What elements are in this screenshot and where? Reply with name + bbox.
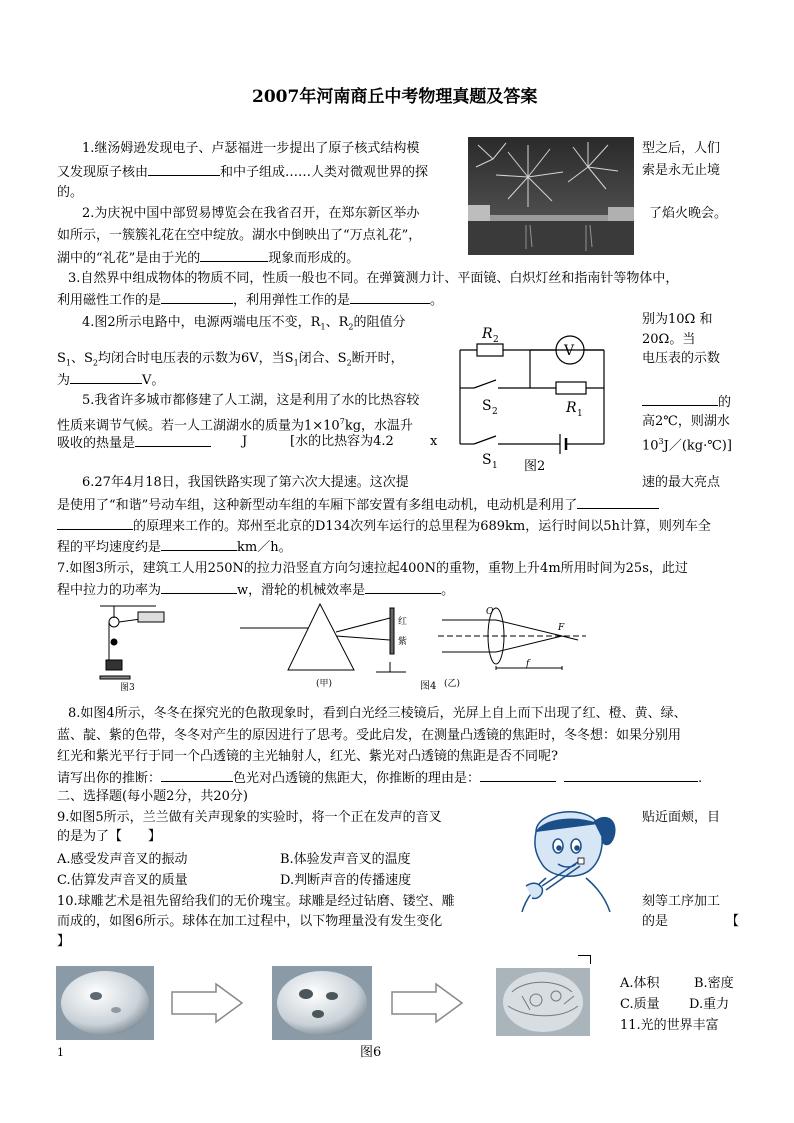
red-label: 红 xyxy=(398,617,408,627)
f-length-label: f xyxy=(526,659,530,669)
page-number: 1 xyxy=(57,1046,64,1059)
o-label: O xyxy=(486,607,494,617)
q2-line1: 2.为庆祝中国中部贸易博览会在我省召开，在郑东新区举办 xyxy=(82,206,420,221)
fig4-caption: 图4 xyxy=(420,681,437,692)
q2-line2: 如所示，一簇簇礼花在空中绽放。湖水中倒映出了“万点礼花”， xyxy=(57,228,422,243)
voltmeter-label: V xyxy=(564,343,575,359)
q6-line2: 是使用了“和谐”号动车组，这种新型动车组的车厢下部安置有多组电动机，电动机是利用了 xyxy=(57,495,659,515)
q1-blank[interactable] xyxy=(148,162,220,176)
q5-unit-j: J xyxy=(242,434,248,449)
q5-line1-end: 的 xyxy=(642,392,731,412)
svg-text:2: 2 xyxy=(492,407,498,417)
fireworks-photo xyxy=(468,137,634,255)
q9-option-a[interactable]: A.感受发声音叉的振动 xyxy=(57,852,188,867)
fig2-caption: 图2 xyxy=(524,459,546,474)
q5-line2: 性质来调节气候。若一人工湖湖水的质量为$1\times 10^7kg$，水温升 xyxy=(57,417,414,434)
q6-blank1[interactable] xyxy=(577,495,659,509)
svg-text:1: 1 xyxy=(577,409,583,419)
q6-blank3[interactable] xyxy=(161,537,237,551)
q7-line2: 程中拉力的功率为 w，滑轮的机械效率是 。 xyxy=(57,580,454,600)
q10-line2-end: 的是 xyxy=(642,914,669,929)
purple-label: 紫 xyxy=(398,637,408,647)
q6-line3: 的原理来工作的。郑州至北京的D134次列车运行的总里程为689km，运行时间以5h计算，则列车全 xyxy=(57,516,711,536)
svg-text:1: 1 xyxy=(492,461,498,471)
q8-blank1[interactable] xyxy=(161,768,233,782)
figure-4b-lens xyxy=(438,600,586,694)
fig4a-caption: (甲) xyxy=(316,679,333,689)
q10-bracket-close: 】 xyxy=(57,934,71,949)
q2-blank[interactable] xyxy=(200,248,268,262)
f-point-label: F xyxy=(558,623,565,633)
q8-line2: 蓝、靛、紫的色带，冬冬对产生的原因进行了思考。受此启发，在测量凸透镜的焦距时，冬冬想：如果分别用 xyxy=(57,728,682,743)
q10-line1: 10.球雕艺术是祖先留给我们的无价瑰宝。球雕是经过钻磨、镂空、雕 xyxy=(57,894,455,909)
q9-line1-end: 贴近面颊，目 xyxy=(642,810,721,825)
q1-line1-end: 型之后，人们 xyxy=(642,141,721,156)
q8-line4: 请写出你的推断： 色光对凸透镜的焦距大，你推断的理由是： . xyxy=(57,768,702,788)
q9-line1: 9.如图5所示，兰兰做有关声现象的实验时，将一个正在发声的音叉 xyxy=(57,810,442,825)
q10-line1-end: 刻等工序加工 xyxy=(642,894,721,909)
q4-line1-end: 别为10Ω 和 xyxy=(642,312,713,327)
q3-blank1[interactable] xyxy=(161,290,233,304)
q9-line2: 的是为了【 】 xyxy=(57,829,162,844)
q10-option-a[interactable]: A.体积 xyxy=(620,976,660,991)
q10-line2: 而成的，如图6所示。球体在加工过程中，以下物理量没有发生变化 xyxy=(57,914,443,929)
q8-blank3[interactable] xyxy=(564,768,698,782)
q9-option-b[interactable]: B.体验发声音叉的温度 xyxy=(280,852,411,867)
q5-heat-capacity: [水的比热容为4.2 xyxy=(290,434,394,449)
q11-start: 11.光的世界丰富 xyxy=(620,1018,719,1033)
q4-line1: 4.图2所示电路中，电源两端电压不变，$R_1$、$R_2$的阻值分 xyxy=(82,315,406,332)
q4-line2-end: 20Ω。当 xyxy=(642,332,696,347)
r2-label: R xyxy=(482,326,493,342)
q10-option-b[interactable]: B.密度 xyxy=(694,976,734,991)
q5-times: x xyxy=(430,434,438,449)
figure-2-circuit xyxy=(452,318,612,478)
figure-3-pulley xyxy=(96,602,176,694)
q10-bracket-open: 【 xyxy=(726,914,740,929)
q10-option-d[interactable]: D.重力 xyxy=(689,997,730,1012)
q10-option-c[interactable]: C.质量 xyxy=(620,997,660,1012)
q6-line4: 程的平均速度约是 km／h。 xyxy=(57,537,292,557)
q8-line1: 8.如图4所示，冬冬在探究光的色散现象时，看到白光经三棱镜后，光屏上自上而下出现了红、橙、黄、绿、 xyxy=(68,706,687,721)
q8-blank2[interactable] xyxy=(480,768,556,782)
q5-line3-end: $10^3J/(kg\cdot℃)$] xyxy=(642,437,732,454)
q7-blank1[interactable] xyxy=(161,580,237,594)
svg-text:2: 2 xyxy=(493,335,499,345)
q6-line1: 6.27年4月18日，我国铁路实现了第六次大提速。这次提 xyxy=(82,475,409,490)
q8-line3: 红光和紫光平行于同一个凸透镜的主光轴射人，红光、紫光对凸透镜的焦距是否不同呢? xyxy=(57,749,558,764)
q5-blank2[interactable] xyxy=(135,433,211,447)
q7-blank2[interactable] xyxy=(365,580,441,594)
q6-line1-end: 速的最大亮点 xyxy=(642,475,721,490)
q4-line3-end: 电压表的示数 xyxy=(642,351,721,366)
q3-line1: 3.自然界中组成物体的物质不同，性质一般也不同。在弹簧测力计、平面镜、白炽灯丝和指南针等物体中， xyxy=(68,271,679,286)
q5-line3: 吸收的热量是 xyxy=(57,433,211,453)
r1-label: R xyxy=(566,400,577,416)
q1-line2-end: 索是永无止境 xyxy=(642,163,721,178)
fig6-caption: 图6 xyxy=(360,1045,382,1060)
q9-option-c[interactable]: C.估算发声音叉的质量 xyxy=(57,873,188,888)
corner-mark xyxy=(578,955,591,964)
q1-line2: 又发现原子核由 和中子组成……人类对微观世界的探 xyxy=(57,162,428,182)
q4-line3: $S_1$、$S_2$均闭合时电压表的示数为6V，当$S_1$闭合、$S_2$断开时， xyxy=(57,351,404,368)
q5-line1: 5.我省许多城市都修建了人工湖，这是利用了水的比热容较 xyxy=(82,393,420,408)
q5-blank1[interactable] xyxy=(642,392,718,406)
q1-line3: 的。 xyxy=(57,185,84,200)
fig4b-caption: (乙) xyxy=(444,679,461,689)
q2-line3: 湖中的“礼花”是由于光的 现象而形成的。 xyxy=(57,248,359,268)
q1-line1: 1.继汤姆逊发现电子、卢瑟福进一步提出了原子核式结构模 xyxy=(82,141,420,156)
q5-line2-end: 高2℃，则湖水 xyxy=(642,414,730,429)
q4-blank[interactable] xyxy=(70,370,142,384)
s2-label: S xyxy=(482,398,492,414)
s1-label: S xyxy=(482,452,492,468)
fig3-caption: 图3 xyxy=(120,683,135,693)
figure-4a-prism xyxy=(236,600,426,694)
q9-option-d[interactable]: D.判断声音的传播速度 xyxy=(280,873,412,888)
page-title: 2007年河南商丘中考物理真题及答案 xyxy=(252,87,538,107)
q6-blank2[interactable] xyxy=(57,516,133,530)
q4-line4: 为 V。 xyxy=(57,370,164,390)
q7-line1: 7.如图3所示，建筑工人用250N的拉力沿竖直方向匀速拉起400N的重物，重物上升4m所用时间为25s，此过 xyxy=(57,561,688,576)
section-2-heading: 二、选择题(每小题2分，共20分) xyxy=(57,789,248,804)
figure-6-carved-balls xyxy=(56,966,616,1044)
figure-5-girl xyxy=(506,802,632,912)
q3-line2: 利用磁性工作的是 ，利用弹性工作的是 。 xyxy=(57,290,443,310)
q3-blank2[interactable] xyxy=(350,290,430,304)
q2-line1-end: 了焰火晚会。 xyxy=(649,206,728,221)
